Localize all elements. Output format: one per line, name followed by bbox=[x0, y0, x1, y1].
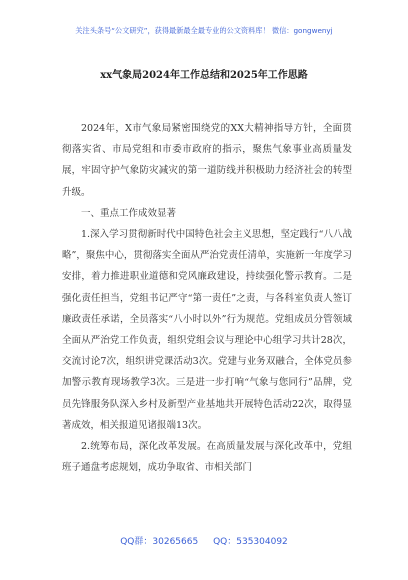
footer-qq: QQ：535304092 bbox=[213, 537, 288, 547]
footer-contact bbox=[0, 534, 408, 547]
section-heading: 一、重点工作成效显著 bbox=[81, 207, 177, 219]
document-body bbox=[62, 118, 352, 478]
document-title: xx气象局2024年工作总结和2025年工作思路 bbox=[100, 70, 308, 81]
paragraph-intro: 2024年，X市气象局紧密围绕党的XX大精神指导方针，全面贯彻落实省、市局党组和市委市政府的指示，聚焦气象事业高质量发展，牢固守护气象防灾减灾的第一道防线并积极助力经济社会的转型升级。 bbox=[62, 123, 352, 198]
paragraph-item-2: 2.统筹布局，深化改革发展。在高质量发展与深化改革中，党组班子通盘考虑规划，成功争取省、市相关部门 bbox=[62, 441, 352, 474]
header-banner: 关注头条号“公文研究”，获得最新最全最专业的公文资料库！ 微信：gongwenyj bbox=[75, 26, 333, 35]
footer-qq-group: QQ群：30265665 bbox=[120, 537, 199, 547]
paragraph-item-1: 1.深入学习贯彻新时代中国特色社会主义思想，坚定践行“八八战略”，聚焦中心，贯彻落实全面从严治党责任清单，实施新一年度学习安排，着力推进职业道德和党风廉政建设，持续强化警示教育。二是强化责任担当，党组书记严守“第一责任”之责，与各科室负责人签订廉政责任承诺，全员落实“八小时以外”行为规范。党组成员分管领域全面从严治党工作负责，组织党组会议与理论中心组学习共计28次，交流讨论7次，组织讲党课活动3次。党建与业务双融合，全体党员参加警示教育现场教学3次。三是进一步打响“气象与您同行”品牌，党员先锋服务队深入乡村及新型产业基地共开展特色活动22次，取得显著成效，相关报道见诸报端13次。 bbox=[62, 229, 352, 431]
